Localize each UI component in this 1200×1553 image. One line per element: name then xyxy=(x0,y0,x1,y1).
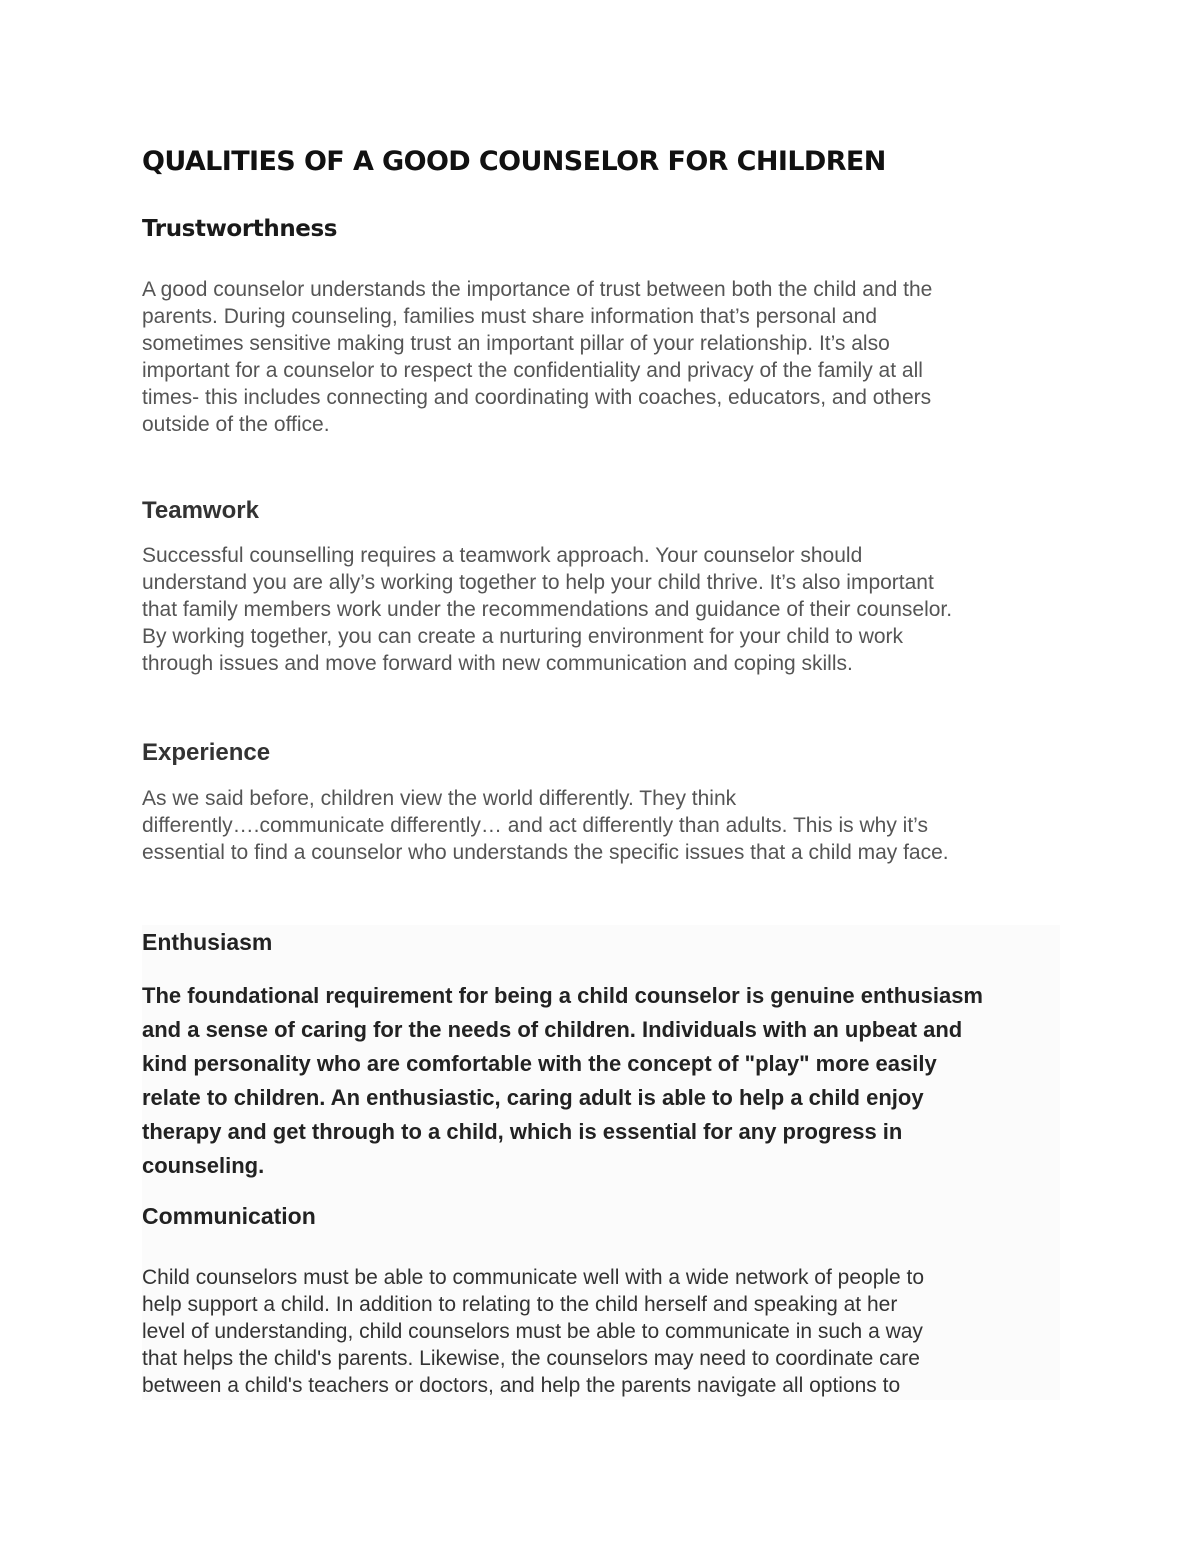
section-body-communication xyxy=(142,1264,1072,1399)
text-line: As we said before, children view the world differently. They think xyxy=(142,787,737,810)
text-line: understand you are ally’s working together to help your child thrive. It’s also important xyxy=(142,571,934,594)
text-line: essential to find a counselor who understands the specific issues that a child may face. xyxy=(142,841,949,864)
text-line: Successful counselling requires a teamwork approach. Your counselor should xyxy=(142,544,863,567)
text-line: differently….communicate differently… and act differently than adults. This is why it’s xyxy=(142,814,928,837)
section-body-enthusiasm xyxy=(142,979,1072,1183)
text-line: counseling. xyxy=(142,1153,265,1178)
section-heading-experience: Experience xyxy=(142,739,271,766)
text-line: parents. During counseling, families must share information that’s personal and xyxy=(142,305,877,328)
text-line: that helps the child's parents. Likewise, the counselors may need to coordinate care xyxy=(142,1347,920,1370)
text-line: A good counselor understands the importance of trust between both the child and the xyxy=(142,278,933,301)
text-line: sometimes sensitive making trust an important pillar of your relationship. It’s also xyxy=(142,332,890,355)
text-line: Child counselors must be able to communicate well with a wide network of people to xyxy=(142,1266,925,1289)
section-heading-teamwork: Teamwork xyxy=(142,497,259,524)
text-line: help support a child. In addition to relating to the child herself and speaking at her xyxy=(142,1293,898,1316)
section-heading-enthusiasm: Enthusiasm xyxy=(142,929,273,955)
document-title: QUALITIES OF A GOOD COUNSELOR FOR CHILDREN xyxy=(142,146,886,177)
text-line: times- this includes connecting and coordinating with coaches, educators, and others xyxy=(142,386,932,409)
section-body-experience xyxy=(142,785,1072,866)
text-line: between a child's teachers or doctors, and help the parents navigate all options to xyxy=(142,1374,901,1397)
section-heading-communication: Communication xyxy=(142,1203,316,1229)
text-line: and a sense of caring for the needs of children. Individuals with an upbeat and xyxy=(142,1017,963,1042)
text-line: level of understanding, child counselors must be able to communicate in such a way xyxy=(142,1320,923,1343)
text-line: outside of the office. xyxy=(142,413,330,436)
section-heading-trustworthness: Trustworthness xyxy=(142,216,338,242)
text-line: The foundational requirement for being a child counselor is genuine enthusiasm xyxy=(142,983,983,1008)
section-body-teamwork xyxy=(142,542,1072,677)
text-line: that family members work under the recommendations and guidance of their counselor. xyxy=(142,598,953,621)
text-line: kind personality who are comfortable with the concept of "play" more easily xyxy=(142,1051,937,1076)
text-line: relate to children. An enthusiastic, caring adult is able to help a child enjoy xyxy=(142,1085,924,1110)
text-line: therapy and get through to a child, which is essential for any progress in xyxy=(142,1119,903,1144)
text-line: important for a counselor to respect the confidentiality and privacy of the family at all xyxy=(142,359,923,382)
section-body-trustworthness xyxy=(142,276,1072,438)
text-line: through issues and move forward with new communication and coping skills. xyxy=(142,652,853,675)
text-line: By working together, you can create a nurturing environment for your child to work xyxy=(142,625,904,648)
